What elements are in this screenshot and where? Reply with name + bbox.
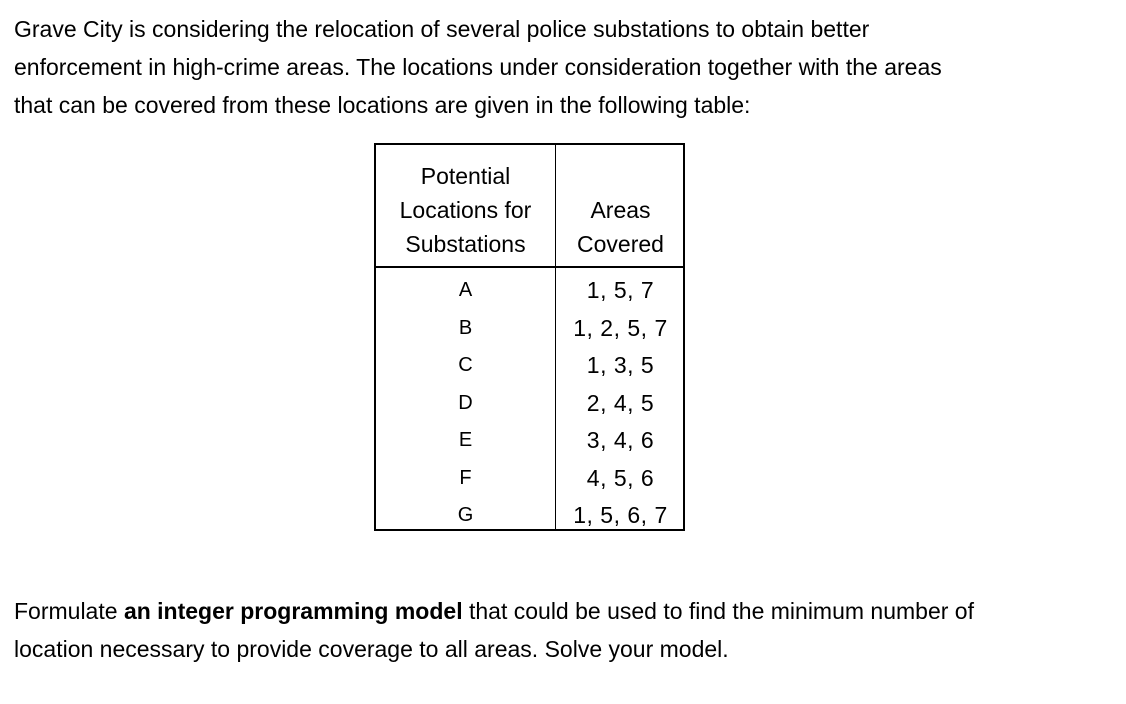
table-row xyxy=(376,422,683,460)
intro-line-3: that can be covered from these locations are given in the following table: xyxy=(14,92,751,118)
task-prefix: Formulate xyxy=(14,598,124,624)
coverage-table xyxy=(374,143,685,531)
location-cell: B xyxy=(458,316,473,339)
table-row xyxy=(376,460,683,498)
location-cell: A xyxy=(458,279,473,301)
header-areas-covered xyxy=(556,193,685,261)
location-cell: D xyxy=(458,391,473,414)
task-suffix: that could be used to find the minimum number of xyxy=(462,598,974,624)
task-instructions xyxy=(14,592,1114,668)
header-areas-line-2: Covered xyxy=(577,231,664,257)
areas-cell: 3, 4, 6 xyxy=(586,427,655,453)
areas-cell: 4, 5, 6 xyxy=(586,464,655,491)
areas-cell: 1, 3, 5 xyxy=(586,352,655,378)
table-row xyxy=(376,310,683,348)
table-row xyxy=(376,347,683,385)
areas-cell: 1, 5, 7 xyxy=(586,277,655,303)
table-row xyxy=(376,385,683,423)
intro-line-1: Grave City is considering the relocation of several police substations to obtain better xyxy=(14,16,870,42)
header-location-line-1: Potential xyxy=(420,163,511,189)
table-body xyxy=(376,272,683,535)
header-divider xyxy=(376,266,683,268)
location-cell: C xyxy=(458,354,473,376)
location-cell: F xyxy=(459,466,472,489)
areas-cell: 1, 5, 6, 7 xyxy=(573,502,668,528)
location-cell: E xyxy=(458,429,473,451)
areas-cell: 1, 2, 5, 7 xyxy=(573,314,668,341)
table-row xyxy=(376,497,683,535)
task-bold-phrase: an integer programming model xyxy=(123,598,463,624)
task-line-2: location necessary to provide coverage to all areas. Solve your model. xyxy=(14,636,729,662)
problem-intro xyxy=(14,10,1114,124)
header-areas-line-1: Areas xyxy=(590,197,651,223)
header-potential-locations xyxy=(376,159,555,261)
header-location-line-3: Substations xyxy=(405,231,526,257)
areas-cell: 2, 4, 5 xyxy=(586,389,655,416)
task-line-1 xyxy=(14,592,1114,630)
intro-line-2: enforcement in high-crime areas. The locations under consideration together with the areas xyxy=(14,54,942,80)
location-cell: G xyxy=(457,504,474,526)
table-row xyxy=(376,272,683,310)
header-location-line-2: Locations for xyxy=(399,197,532,223)
